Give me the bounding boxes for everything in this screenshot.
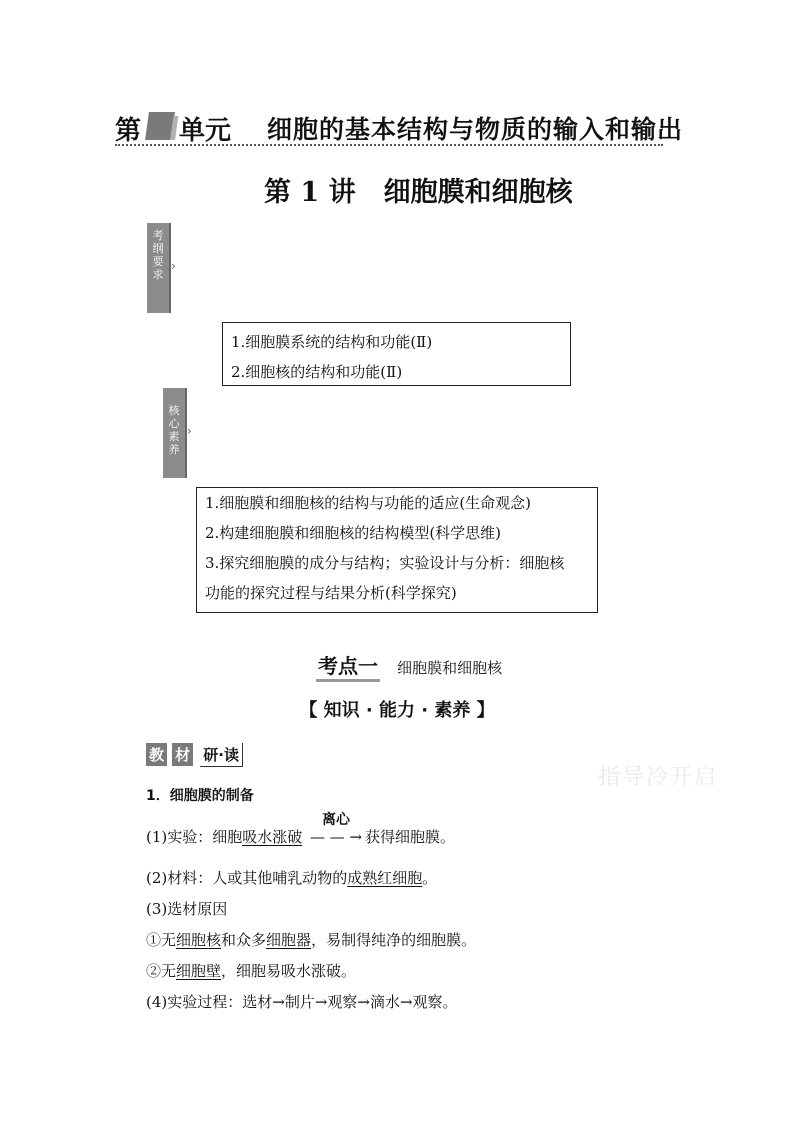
centrifuge-arrow xyxy=(307,812,365,846)
centrifuge-label: 离心 xyxy=(322,812,351,828)
line-material xyxy=(146,867,437,888)
hexin-item-2: 2.构建细胞膜和细胞核的结构模型(科学思维) xyxy=(205,524,502,542)
yan-char: 研 xyxy=(203,746,219,764)
kaodian-title: 细胞膜和细胞核 xyxy=(397,659,503,677)
section-heading: 1．细胞膜的制备 xyxy=(146,788,254,804)
lecture-number: 第 1 讲 xyxy=(264,177,356,208)
du-char: 读 xyxy=(223,746,239,764)
kaogang-item-2: 2.细胞核的结构和功能(Ⅱ) xyxy=(231,363,403,381)
jiaocai-char-3: 研·读 xyxy=(200,743,243,767)
line-experiment xyxy=(146,812,456,847)
jiaocai-char-1: 教 xyxy=(146,743,167,766)
jiaocai-char-2: 材 xyxy=(172,743,193,766)
material-end: 。 xyxy=(422,869,438,887)
experiment-underline: 吸水涨破 xyxy=(242,828,303,846)
arrow-icon: — — → xyxy=(309,828,363,846)
kaogang-tab xyxy=(147,223,169,313)
hexin-tab xyxy=(163,388,185,478)
reason2-a: ②无 xyxy=(146,962,177,980)
hexin-chevron-icon: › xyxy=(187,424,192,438)
kaogang-item-1: 1.细胞膜系统的结构和功能(Ⅱ) xyxy=(231,333,433,351)
lecture-name: 细胞膜和细胞核 xyxy=(383,177,573,208)
jiaocai-yandu-badge xyxy=(146,743,243,767)
line-reason-2 xyxy=(146,960,356,981)
experiment-text: (1)实验：细胞 xyxy=(146,828,243,846)
watermark: 指导冷开启 xyxy=(598,765,719,790)
unit-header xyxy=(115,108,684,146)
lecture-title xyxy=(264,170,573,209)
kaodian-label: 考点一 xyxy=(318,650,378,679)
kaogang-chevron-icon: › xyxy=(171,259,176,273)
material-text: (2)材料：人或其他哺乳动物的 xyxy=(146,869,348,887)
kaodian-heading xyxy=(318,650,502,679)
kaogang-label: 考纲要求 xyxy=(152,229,164,281)
kaogang-box xyxy=(222,322,571,386)
unit-suffix: 单元 xyxy=(179,116,232,146)
hexin-box xyxy=(196,487,598,613)
line-reason-1 xyxy=(146,929,476,950)
unit-prefix: 第 xyxy=(115,116,143,146)
hexin-item-3-cont: 功能的探究过程与结果分析(科学探究) xyxy=(205,584,457,602)
reason1-nucleus: 细胞核 xyxy=(176,931,222,949)
line-procedure: (4)实验过程：选材→制片→观察→滴水→观察。 xyxy=(146,993,458,1011)
hexin-item-3: 3.探究细胞膜的成分与结构；实验设计与分析：细胞核 xyxy=(205,554,565,572)
experiment-result: 获得细胞膜。 xyxy=(365,828,456,846)
unit-number-badge xyxy=(145,112,175,140)
reason1-b: 和众多 xyxy=(221,931,267,949)
header-divider xyxy=(115,144,663,146)
line-reason-heading: (3)选材原因 xyxy=(146,900,228,918)
reason2-b: ，细胞易吸水涨破。 xyxy=(221,962,357,980)
material-underline: 成熟红细胞 xyxy=(347,869,423,887)
reason2-cellwall: 细胞壁 xyxy=(176,962,222,980)
hexin-label: 核心素养 xyxy=(168,404,180,456)
reason1-c: ，易制得纯净的细胞膜。 xyxy=(311,931,477,949)
reason1-organelle: 细胞器 xyxy=(266,931,312,949)
reason1-a: ①无 xyxy=(146,931,177,949)
knowledge-header: 【 知识 · 能力 · 素养 】 xyxy=(299,700,495,721)
hexin-item-1: 1.细胞膜和细胞核的结构与功能的适应(生命观念) xyxy=(205,494,532,512)
unit-title: 细胞的基本结构与物质的输入和输出 xyxy=(267,115,684,144)
